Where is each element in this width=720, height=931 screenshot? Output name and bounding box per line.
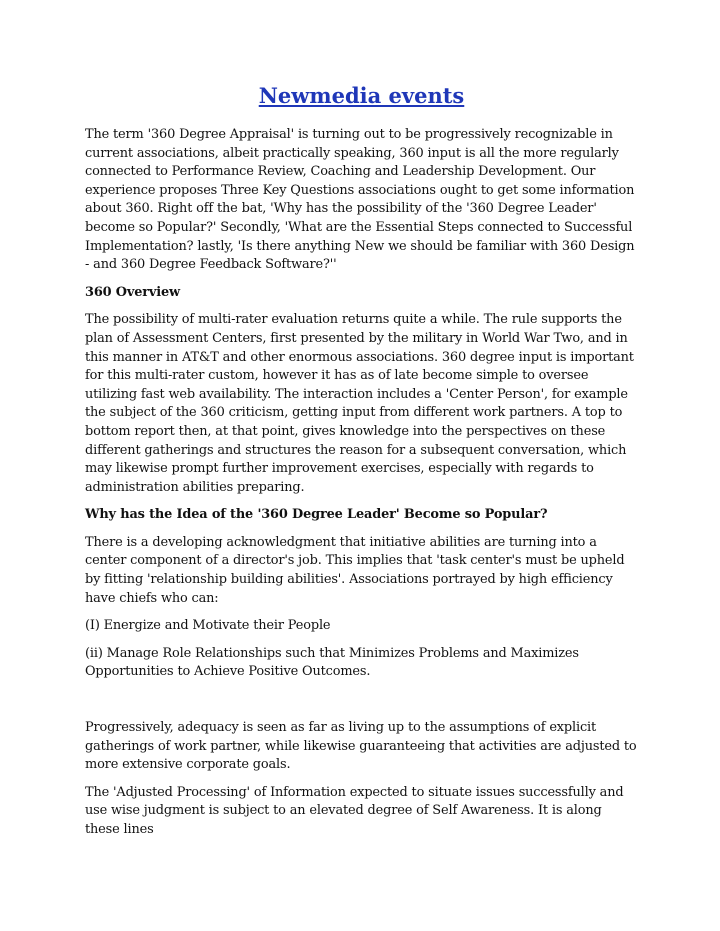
popularity-paragraph: There is a developing acknowledgment that initiative abilities are turning into a center component of a director's job. This implies that 'task center's must be upheld by fitting 'relationship building abilities'. Associations portrayed by high efficiency have chiefs who can: [85,534,625,606]
list-item: (ii) Manage Role Relationships such that Minimizes Problems and Maximizes Opportunities to Achieve Positive Outcomes. [85,645,579,680]
blank-space [85,691,638,719]
adequacy-paragraph: Progressively, adequacy is seen as far as living up to the assumptions of explicit gatherings of work partner, while likewise guaranteeing that activities are adjusted to more extensive corporate goals. [85,720,637,773]
section-heading-360-overview: 360 Overview [85,284,180,300]
overview-paragraph: The possibility of multi-rater evaluation returns quite a while. The rule supports the plan of Assessment Centers, first presented by the military in World War Two, and in this manner in AT&T and other enormous associations. 360 degree input is important for this multi-rater custom, however it has as of late become simple to oversee utilizing fast web availability. The interaction includes a 'Center Person', for example the subject of the 360 criticism, getting input from different work partners. A top to bottom report then, at that point, gives knowledge into the perspectives on these different gatherings and structures the reason for a subsequent conversation, which may likewise prompt further improvement exercises, especially with regards to administration abilities preparing. [85,312,634,495]
adjusted-processing-paragraph: The 'Adjusted Processing' of Information expected to situate issues successfully and use wise judgment is subject to an elevated degree of Self Awareness. It is along these lines [85,784,624,837]
section-heading-popularity: Why has the Idea of the '360 Degree Leader' Become so Popular? [85,507,548,523]
document-page [85,80,638,849]
document-title-link[interactable]: Newmedia events [258,83,465,108]
list-item: (I) Energize and Motivate their People [85,618,331,634]
intro-paragraph: The term '360 Degree Appraisal' is turning out to be progressively recognizable in current associations, albeit practically speaking, 360 input is all the more regularly connected to Performance Review, Coaching and Leadership Development. Our experience proposes Three Key Questions associations ought to get some information about 360. Right off the bat, 'Why has the possibility of the '360 Degree Leader' become so Popular?' Secondly, 'What are the Essential Steps connected to Successful Implementation? lastly, 'Is there anything New we should be familiar with 360 Design - and 360 Degree Feedback Software?'' [85,127,635,273]
